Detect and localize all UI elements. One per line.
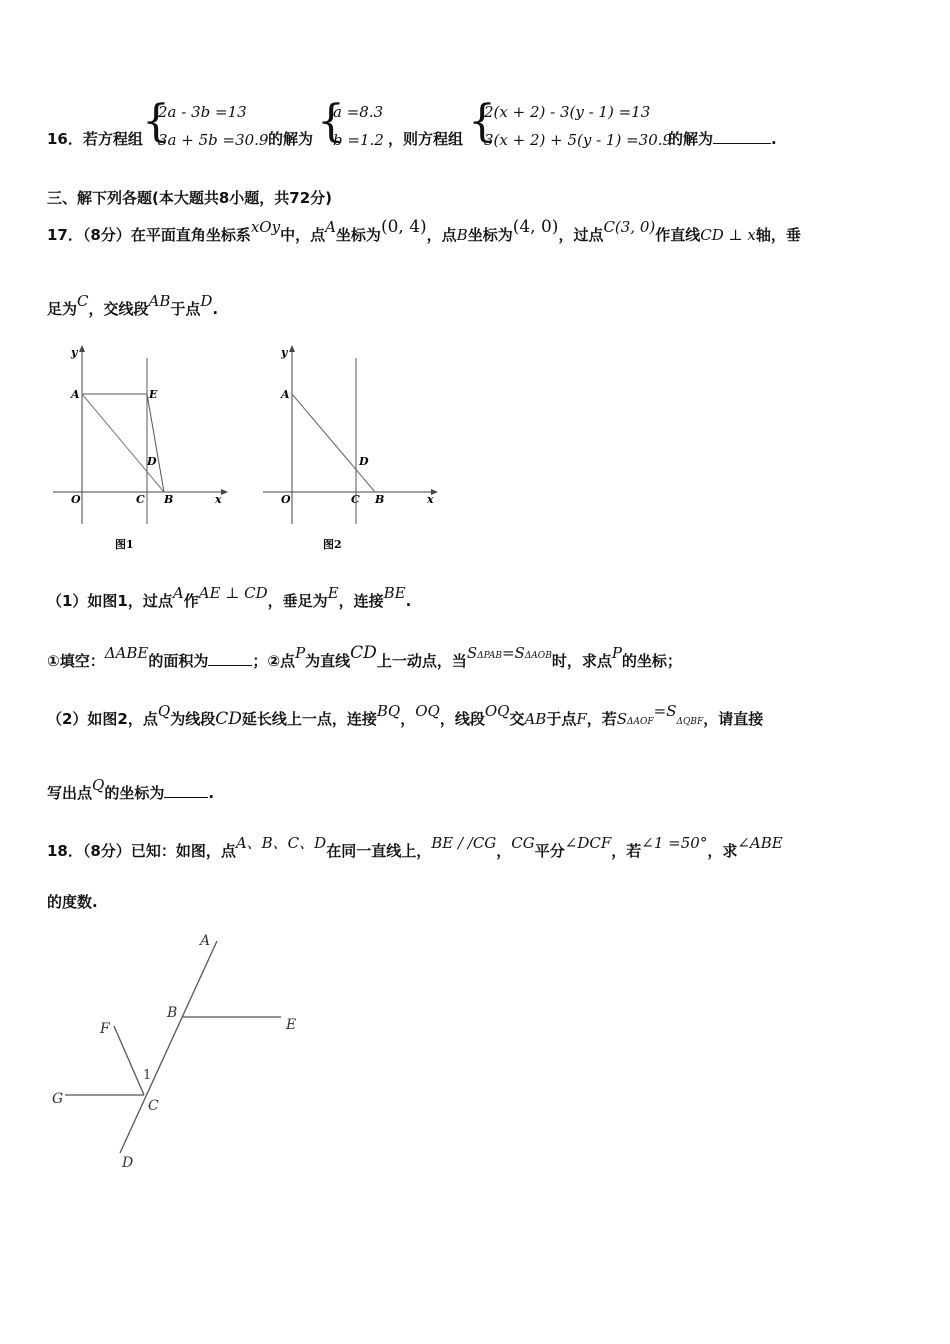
q17-comma: ， xyxy=(400,710,416,728)
q16-answer-blank[interactable] xyxy=(713,129,771,144)
q17-area-blank[interactable] xyxy=(208,651,252,666)
q17-l2c: 于点 xyxy=(170,300,201,318)
q16-text-d-wrap xyxy=(668,128,777,149)
q17-number: 17． xyxy=(47,226,83,244)
q17-figure-2 xyxy=(255,340,445,560)
q18-score: （8分） xyxy=(82,842,131,860)
q17-point-c: C xyxy=(77,292,89,310)
q17-sub-aob: ΔAOB xyxy=(524,651,552,661)
fig1-segment-ab xyxy=(82,394,164,492)
q18-label-c: C xyxy=(148,1098,159,1114)
q17-p1d: ，连接 xyxy=(338,592,384,610)
q16-system-1 xyxy=(158,98,268,154)
q17-point-e: E xyxy=(327,584,339,602)
q17-line2 xyxy=(47,292,219,319)
q17-t5: ，过点 xyxy=(558,226,604,244)
q17-p1c: ，垂足为 xyxy=(267,592,328,610)
q17-p2f: 于点 xyxy=(546,710,577,728)
q17-f1g: 的坐标； xyxy=(621,652,682,670)
q17-p2d: ，线段 xyxy=(439,710,485,728)
q17-figure-1 xyxy=(45,340,230,560)
q17-s-pab: S xyxy=(466,644,478,662)
q18-t1: 已知：如图，点 xyxy=(130,842,236,860)
q17-p1e: . xyxy=(405,592,412,610)
q18-t3: ， xyxy=(496,842,512,860)
q16-brace-3: { xyxy=(468,96,496,147)
q17-part1 xyxy=(47,584,412,611)
q18-label-e: E xyxy=(286,1017,297,1033)
q18-segment-cf xyxy=(114,1026,144,1095)
q18-angle-1: ∠1 =50° xyxy=(641,834,708,852)
q17-t7: 轴，垂 xyxy=(755,226,801,244)
q17-c-coord: C(3, 0) xyxy=(603,218,656,236)
q17-write-line xyxy=(47,776,215,803)
q17-point-q-2: Q xyxy=(92,776,105,794)
fig1-x-arrow xyxy=(221,489,228,495)
q17-ae-perp-cd: AE ⊥ CD xyxy=(198,584,268,602)
q16-sys1-row2: 3a + 5b =30.9 xyxy=(158,131,269,149)
q17-p1-point-a: A xyxy=(172,584,184,602)
q17-score: （8分） xyxy=(82,226,131,244)
q18-parallel: BE / /CG xyxy=(431,834,497,852)
q17-segment-ab-2: AB xyxy=(524,710,547,728)
q17-segment-be: BE xyxy=(383,584,406,602)
q18-t6: ，求 xyxy=(707,842,738,860)
q17-w1: 写出点 xyxy=(47,784,93,802)
q18-figure xyxy=(40,925,330,1175)
q18-angle-dcf: ∠DCF xyxy=(564,834,612,852)
fig1-label-b: B xyxy=(164,493,174,506)
fig2-label-a: A xyxy=(281,388,290,401)
q17-sub-qbf: ΔQBF xyxy=(676,717,704,727)
q17-point-f: F xyxy=(576,710,587,728)
fig2-label-y: y xyxy=(281,346,288,359)
q16-text-d: 的解为 xyxy=(668,130,714,148)
q17-t2: 中，点 xyxy=(280,226,326,244)
fig1-label-d: D xyxy=(147,455,157,468)
fig1-y-arrow xyxy=(79,345,85,352)
q18-line2: 的度数. xyxy=(47,893,98,911)
q17-f1a: ①填空： xyxy=(47,652,105,670)
q17-segment-ab: AB xyxy=(148,292,171,310)
q17-f1b: 的面积为 xyxy=(148,652,209,670)
q16-text-c: ，则方程组 xyxy=(388,130,464,148)
q17-t3b: 坐标为 xyxy=(467,226,513,244)
fig2-segment-ab xyxy=(292,394,375,492)
q17-triangle-abe: ΔABE xyxy=(104,644,149,662)
q17-b-coord: (4, 0) xyxy=(512,217,559,237)
fig1-label-y: y xyxy=(71,346,78,359)
q17-t3: 坐标为 xyxy=(335,226,381,244)
fig1-segment-be xyxy=(147,394,164,492)
q17-l2b: ，交线段 xyxy=(88,300,149,318)
fig1-label-x: x xyxy=(215,493,222,506)
q16-system-3 xyxy=(484,98,672,154)
q17-p2e: 交 xyxy=(509,710,525,728)
q17-segment-cd: CD xyxy=(215,709,242,729)
q17-w3: . xyxy=(208,784,215,802)
q18-points: A、B、C、D xyxy=(235,834,327,852)
q18-label-1: 1 xyxy=(143,1068,152,1083)
q17-line-cd: CD xyxy=(350,643,377,663)
q18-label-a: A xyxy=(200,933,211,949)
q16-number: 16． xyxy=(47,130,83,148)
q18-label-b: B xyxy=(167,1005,178,1021)
q18-number: 18． xyxy=(47,842,83,860)
q17-p2h: ，请直接 xyxy=(703,710,764,728)
q17-xoy: xOy xyxy=(250,218,281,236)
q17-t1: 在平面直角坐标系 xyxy=(130,226,251,244)
q17-l2d: . xyxy=(212,300,219,318)
q17-l2a: 足为 xyxy=(47,300,78,318)
q17-f1f: 时，求点 xyxy=(551,652,612,670)
q16-sys2-row1: a =8.3 xyxy=(333,103,384,121)
q17-point-p: P xyxy=(295,644,306,662)
fig1-caption: 图1 xyxy=(115,538,134,551)
fig2-y-arrow xyxy=(289,345,295,352)
fig2-label-o: O xyxy=(281,493,291,506)
q17-f1e: 上一动点，当 xyxy=(376,652,467,670)
q18-t2: 在同一直线上， xyxy=(326,842,432,860)
q17-w2: 的坐标为 xyxy=(104,784,165,802)
q16-sys3-row1: 2(x + 2) - 3(y - 1) =13 xyxy=(484,103,651,121)
q17-point-q: Q xyxy=(157,702,171,720)
q16-text-c-wrap xyxy=(388,128,463,149)
q17-segment-bq: BQ xyxy=(376,702,401,720)
q17-p2g: ，若 xyxy=(586,710,617,728)
q18-label-d: D xyxy=(122,1155,134,1171)
q17-t4: ，点 xyxy=(426,226,457,244)
fig2-caption: 图2 xyxy=(323,538,342,551)
fig2-label-d: D xyxy=(359,455,369,468)
q17-eq-s-2: =S xyxy=(653,702,677,720)
q16-brace-2: { xyxy=(317,96,345,147)
q17-segment-oq: OQ xyxy=(415,702,440,720)
q18-t4: 平分 xyxy=(534,842,565,860)
q16-line xyxy=(47,128,143,149)
q18-t5: ，若 xyxy=(611,842,642,860)
fig1-label-o: O xyxy=(71,493,81,506)
q17-p2a: （2）如图2，点 xyxy=(47,710,158,728)
q17-line1 xyxy=(47,217,801,245)
fig2-label-b: B xyxy=(375,493,385,506)
q16-brace-1: { xyxy=(142,96,170,147)
q18-cg: CG xyxy=(511,834,535,852)
q16-text-b: 的解为 xyxy=(268,130,314,148)
q18-label-f: F xyxy=(100,1021,110,1037)
q17-point-d: D xyxy=(200,292,213,310)
fig1-label-e: E xyxy=(149,388,158,401)
q17-p2b: 为线段 xyxy=(170,710,216,728)
q17-p1a: （1）如图1，过点 xyxy=(47,592,173,610)
q16-system-2 xyxy=(333,98,384,154)
q18-angle-abe: ∠ABE xyxy=(737,834,783,852)
section3-title: 三、解下列各题(本大题共8小题，共72分) xyxy=(47,189,333,207)
q16-end: . xyxy=(771,130,777,148)
q16-text-b-wrap xyxy=(268,128,313,149)
q16-sys3-row2: 3(x + 2) + 5(y - 1) =30.9 xyxy=(484,131,673,149)
q17-perp: CD ⊥ x xyxy=(700,226,756,244)
q18-line-ad xyxy=(120,941,217,1153)
q16-text-a: 若方程组 xyxy=(82,130,143,148)
q17-fill-line xyxy=(47,643,682,671)
q16-sys2-row2: b =1.2 xyxy=(333,131,384,149)
q17-t6: 作直线 xyxy=(655,226,701,244)
q17-f1d: 为直线 xyxy=(305,652,351,670)
fig1-label-c: C xyxy=(136,493,145,506)
q18-label-g: G xyxy=(52,1091,64,1107)
q17-sub-pab: ΔPAB xyxy=(477,651,502,661)
q17-q-coord-blank[interactable] xyxy=(164,783,208,798)
q17-segment-oq-2: OQ xyxy=(484,702,510,720)
q17-p2c: 延长线上一点，连接 xyxy=(241,710,377,728)
q17-p1b: 作 xyxy=(183,592,199,610)
q18-line1 xyxy=(47,834,783,861)
fig2-label-c: C xyxy=(351,493,360,506)
q17-sub-aof: ΔAOF xyxy=(627,717,654,727)
q17-f1c: ；②点 xyxy=(252,652,296,670)
q17-s-aof: S xyxy=(616,710,628,728)
q17-point-b: B xyxy=(456,226,468,244)
q17-part2 xyxy=(47,702,764,729)
q17-point-p-2: P xyxy=(611,644,622,662)
fig1-label-a: A xyxy=(71,388,80,401)
q17-point-a: A xyxy=(325,218,336,236)
fig2-label-x: x xyxy=(427,493,434,506)
q17-a-coord: (0, 4) xyxy=(380,217,427,237)
q17-eq-s: =S xyxy=(501,644,525,662)
q16-sys1-row1: 2a - 3b =13 xyxy=(158,103,247,121)
